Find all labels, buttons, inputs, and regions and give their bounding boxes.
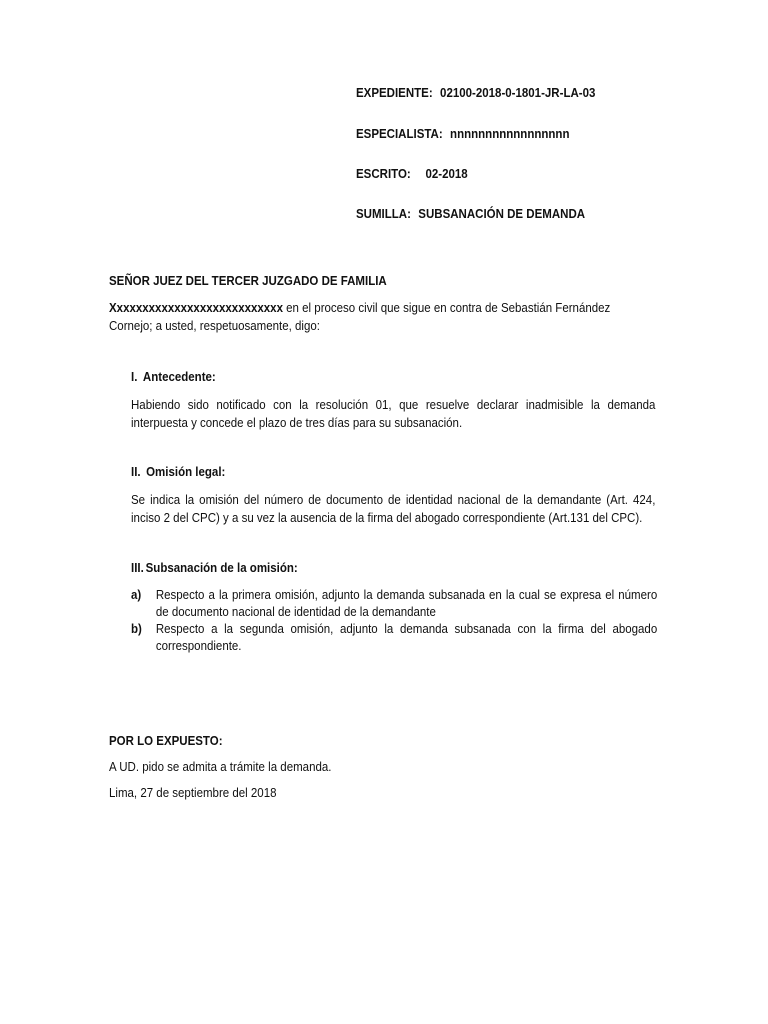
expediente-line <box>356 86 595 100</box>
section-2-heading: Omisión legal: <box>146 465 226 479</box>
escrito-label: ESCRITO: <box>356 167 411 181</box>
list-marker-b: b) <box>131 622 142 636</box>
intro-text: en el proceso civil que sigue en contra de Sebastián Fernández Cornejo; a usted, respetuosamente, digo: <box>109 301 611 333</box>
list-item <box>131 621 657 655</box>
section-1-heading: Antecedente: <box>142 370 216 384</box>
especialista-line <box>356 127 569 141</box>
place-date: Lima, 27 de septiembre del 2018 <box>109 786 277 800</box>
section-3-title <box>131 561 298 575</box>
closing-heading: POR LO EXPUESTO: <box>109 734 223 748</box>
intro-paragraph <box>109 299 624 335</box>
escrito-line <box>356 167 468 181</box>
section-1-title <box>131 370 216 384</box>
section-3-number: III. <box>131 561 144 575</box>
sumilla-line <box>356 207 585 221</box>
list-text-b: Respecto a la segunda omisión, adjunto la demanda subsanada con la firma del abogado correspondiente. <box>155 622 658 653</box>
list-item <box>131 587 657 621</box>
section-1-body: Habiendo sido notificado con la resolución 01, que resuelve declarar inadmisible la demanda interpuesta y concede el plazo de tres días para su subsanación. <box>131 398 656 430</box>
section-1-number: I. <box>131 370 138 384</box>
sumilla-label: SUMILLA: <box>356 207 411 221</box>
section-2-title <box>131 465 225 479</box>
sumilla-value: SUBSANACIÓN DE DEMANDA <box>418 207 586 221</box>
plaintiff-name: Xxxxxxxxxxxxxxxxxxxxxxxxxxx <box>109 301 283 315</box>
section-2-body: Se indica la omisión del número de documento de identidad nacional de la demandante (Art. 424, inciso 2 del CPC) y a su vez la ausencia de la firma del abogado correspondiente (Art.131 del CPC). <box>131 493 656 525</box>
list-marker-a: a) <box>131 588 142 602</box>
addressee: SEÑOR JUEZ DEL TERCER JUZGADO DE FAMILIA <box>109 274 387 288</box>
escrito-value: 02-2018 <box>425 167 468 181</box>
list-text-a: Respecto a la primera omisión, adjunto la demanda subsanada en la cual se expresa el número de documento nacional de identidad de la demandante <box>155 588 658 619</box>
section-2-number: II. <box>131 465 141 479</box>
especialista-label: ESPECIALISTA: <box>356 127 443 141</box>
closing-request: A UD. pido se admita a trámite la demanda. <box>109 760 332 774</box>
expediente-label: EXPEDIENTE: <box>356 86 433 100</box>
especialista-value: nnnnnnnnnnnnnnnnn <box>450 127 570 141</box>
section-3-heading: Subsanación de la omisión: <box>145 561 298 575</box>
expediente-value: 02100-2018-0-1801-JR-LA-03 <box>440 86 596 100</box>
